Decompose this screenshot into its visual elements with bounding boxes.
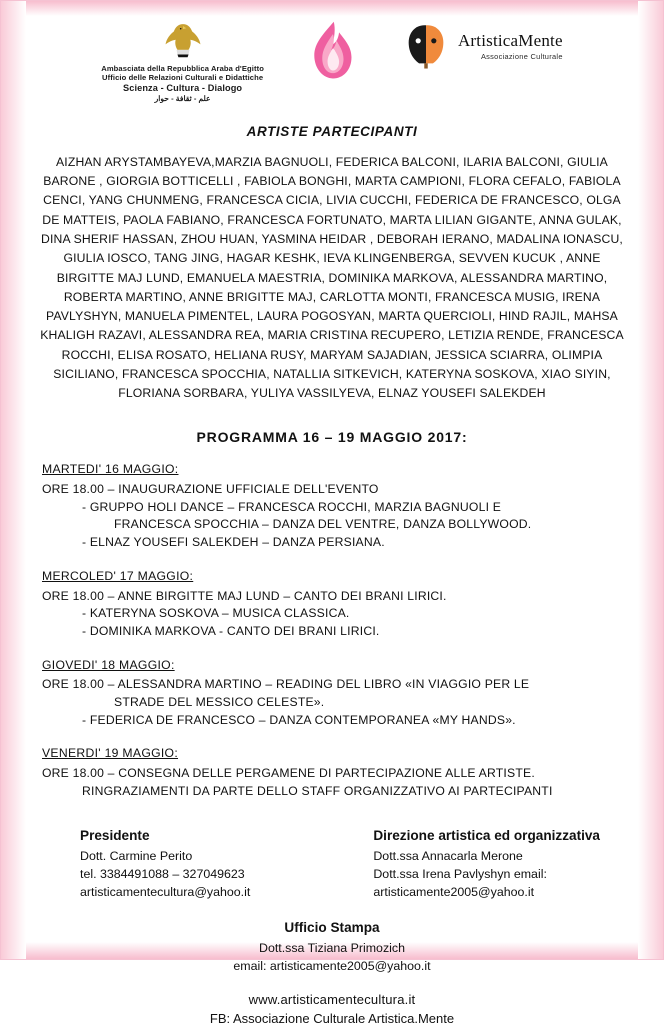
association-text bbox=[458, 31, 563, 61]
association-title: ArtisticaMente bbox=[457, 31, 563, 50]
program-day-line: ORE 18.00 – CONSEGNA DELLE PERGAMENE DI PARTECIPAZIONE ALLE ARTISTE. bbox=[42, 766, 535, 781]
facebook-link[interactable]: FB: Associazione Culturale Artistica.Mente bbox=[209, 1011, 455, 1027]
footer bbox=[24, 990, 640, 1029]
program-day-line: - KATERYNA SOSKOVA – MUSICA CLASSICA. bbox=[82, 606, 350, 621]
direction-email[interactable]: artisticamente2005@yahoo.it bbox=[373, 885, 535, 900]
flame-logo-block bbox=[304, 20, 360, 82]
president-phone: tel. 3384491088 – 327049623 bbox=[80, 867, 245, 882]
embassy-line-3: Scienza - Cultura - Dialogo bbox=[123, 82, 243, 93]
program-day-title: VENERDI' 19 MAGGIO: bbox=[42, 746, 179, 761]
program-days bbox=[24, 461, 640, 800]
association-subtitle: Associazione Culturale bbox=[480, 52, 563, 61]
president-name: Dott. Carmine Perito bbox=[80, 849, 193, 864]
program-day-title: GIOVEDI' 18 MAGGIO: bbox=[42, 657, 175, 672]
embassy-text bbox=[101, 64, 264, 104]
press-name: Dott.ssa Tiziana Primozich bbox=[259, 940, 405, 955]
direction-name-1: Dott.ssa Annacarla Merone bbox=[373, 849, 523, 864]
embassy-logo-block bbox=[101, 14, 264, 104]
program-day-line: - DOMINIKA MARKOVA - CANTO DEI BRANI LIRICI. bbox=[82, 623, 380, 638]
president-email[interactable]: artisticamentecultura@yahoo.it bbox=[80, 885, 251, 900]
president-contact bbox=[80, 826, 250, 902]
two-faces-mask-logo-icon bbox=[400, 20, 452, 72]
program-day-line: - FEDERICA DE FRANCESCO – DANZA CONTEMPORANEA «MY HANDS». bbox=[82, 712, 516, 727]
program-day bbox=[24, 461, 640, 551]
program-day-line: ORE 18.00 – ALESSANDRA MARTINO – READING DEL LIBRO «IN VIAGGIO PER LE bbox=[42, 677, 530, 692]
press-email[interactable]: email: artisticamente2005@yahoo.it bbox=[233, 958, 431, 973]
embassy-line-2: Ufficio delle Relazioni Culturali e Didattiche bbox=[102, 73, 264, 83]
artists-section-title: ARTISTE PARTECIPANTI bbox=[246, 123, 418, 139]
program-day bbox=[24, 657, 640, 730]
association-logo-block bbox=[400, 20, 563, 72]
program-day bbox=[24, 568, 640, 641]
embassy-line-1: Ambasciata della Repubblica Araba d'Egitto bbox=[101, 64, 264, 73]
egypt-eagle-emblem-icon bbox=[160, 14, 206, 60]
artists-list: AIZHAN ARYSTAMBAYEVA,MARZIA BAGNUOLI, FEDERICA BALCONI, ILARIA BALCONI, GIULIA BARONE , GIORGIA BOTTICELLI , FABIOLA BONGHI, MARTA CAMPIONI, FLORA CEFALO, FABIOLA CENCI, YANG CHUNMENG, FRANCESCA CICIA, LIVIA CUCCHI, FEDERICA DE FRANCESCO, OLGA DE MATTEIS, PAOLA FABIANO, FRANCESCA FORTUNATO, MARTA LILIAN GIGANTE, ANNA GULAK, DINA SHERIF HASSAN, ZHOU HUAN, YASMINA HEIDAR , DEBORAH IERANO, MADALINA IONASCU, GIULIA IOSCO, TANG JING, HAGAR KESHK, IEVA KLINGENBERGA, SEVVEN KUCUK , ANNE BIRGITTE MAJ LUND, EMANUELA MAESTRIA, DOMINIKA MARKOVA, ALESSANDRA MARTINO, ROBERTA MARTINO, ANNE BRIGITTE MAJ, CARLOTTA MONTI, FRANCESCA MUSIG, IRENA PAVLYSHYN, MANUELA PIMENTEL, LAURA POGOSYAN, MARTA QUERCIOLI, HIND RAJIL, MAHSA KHALIGH RAZAVI, ALESSANDRA REA, MARIA CRISTINA RECUPERO, LETIZIA RENDE, FRANCESCA ROCCHI, ELISA ROSATO, HELIANA RUSY, MARYAM SAJADIAN, JESSICA SCIARRA, OLIMPIA SICILIANO, FRANCESCA SPOCCHIA, NATALLIA SITKEVICH, KATERYNA SOSKOVA, XIAO SIYIN, FLORIANA SORBARA, YULIYA VASSILYEVA, ELNAZ YOUSEFI SALEKDEH bbox=[40, 154, 624, 401]
pink-flame-logo-icon bbox=[304, 20, 360, 82]
header bbox=[0, 0, 664, 108]
program-day-line: ORE 18.00 – ANNE BIRGITTE MAJ LUND – CANTO DEI BRANI LIRICI. bbox=[42, 588, 447, 603]
program-day bbox=[24, 745, 640, 800]
program-day-line: - GRUPPO HOLI DANCE – FRANCESCA ROCCHI, MARZIA BAGNUOLI E bbox=[82, 499, 502, 514]
direction-contact bbox=[373, 826, 600, 902]
content bbox=[0, 124, 664, 1029]
contacts-row bbox=[24, 826, 640, 902]
program-day-line: RINGRAZIAMENTI DA PARTE DELLO STAFF ORGANIZZATIVO AI PARTECIPANTI bbox=[82, 783, 553, 798]
program-day-line: STRADE DEL MESSICO CELESTE». bbox=[114, 694, 325, 709]
president-heading: Presidente bbox=[80, 828, 150, 844]
program-day-line: FRANCESCA SPOCCHIA – DANZA DEL VENTRE, DANZA BOLLYWOOD. bbox=[114, 517, 532, 532]
program-day-title: MARTEDI' 16 MAGGIO: bbox=[42, 462, 179, 477]
program-day-title: MERCOLED' 17 MAGGIO: bbox=[42, 568, 194, 583]
website-link[interactable]: www.artisticamentecultura.it bbox=[248, 991, 416, 1007]
direction-heading: Direzione artistica ed organizzativa bbox=[373, 828, 600, 844]
embassy-line-4-arabic: علم - ثقافة - حوار bbox=[154, 94, 211, 104]
press-contact bbox=[24, 918, 640, 976]
direction-name-2: Dott.ssa Irena Pavlyshyn email: bbox=[373, 867, 547, 882]
program-day-line: ORE 18.00 – INAUGURAZIONE UFFICIALE DELL'EVENTO bbox=[42, 482, 379, 497]
press-heading: Ufficio Stampa bbox=[284, 920, 380, 936]
program-day-line: - ELNAZ YOUSEFI SALEKDEH – DANZA PERSIANA. bbox=[82, 535, 385, 550]
program-title: PROGRAMMA 16 – 19 MAGGIO 2017: bbox=[196, 429, 468, 446]
